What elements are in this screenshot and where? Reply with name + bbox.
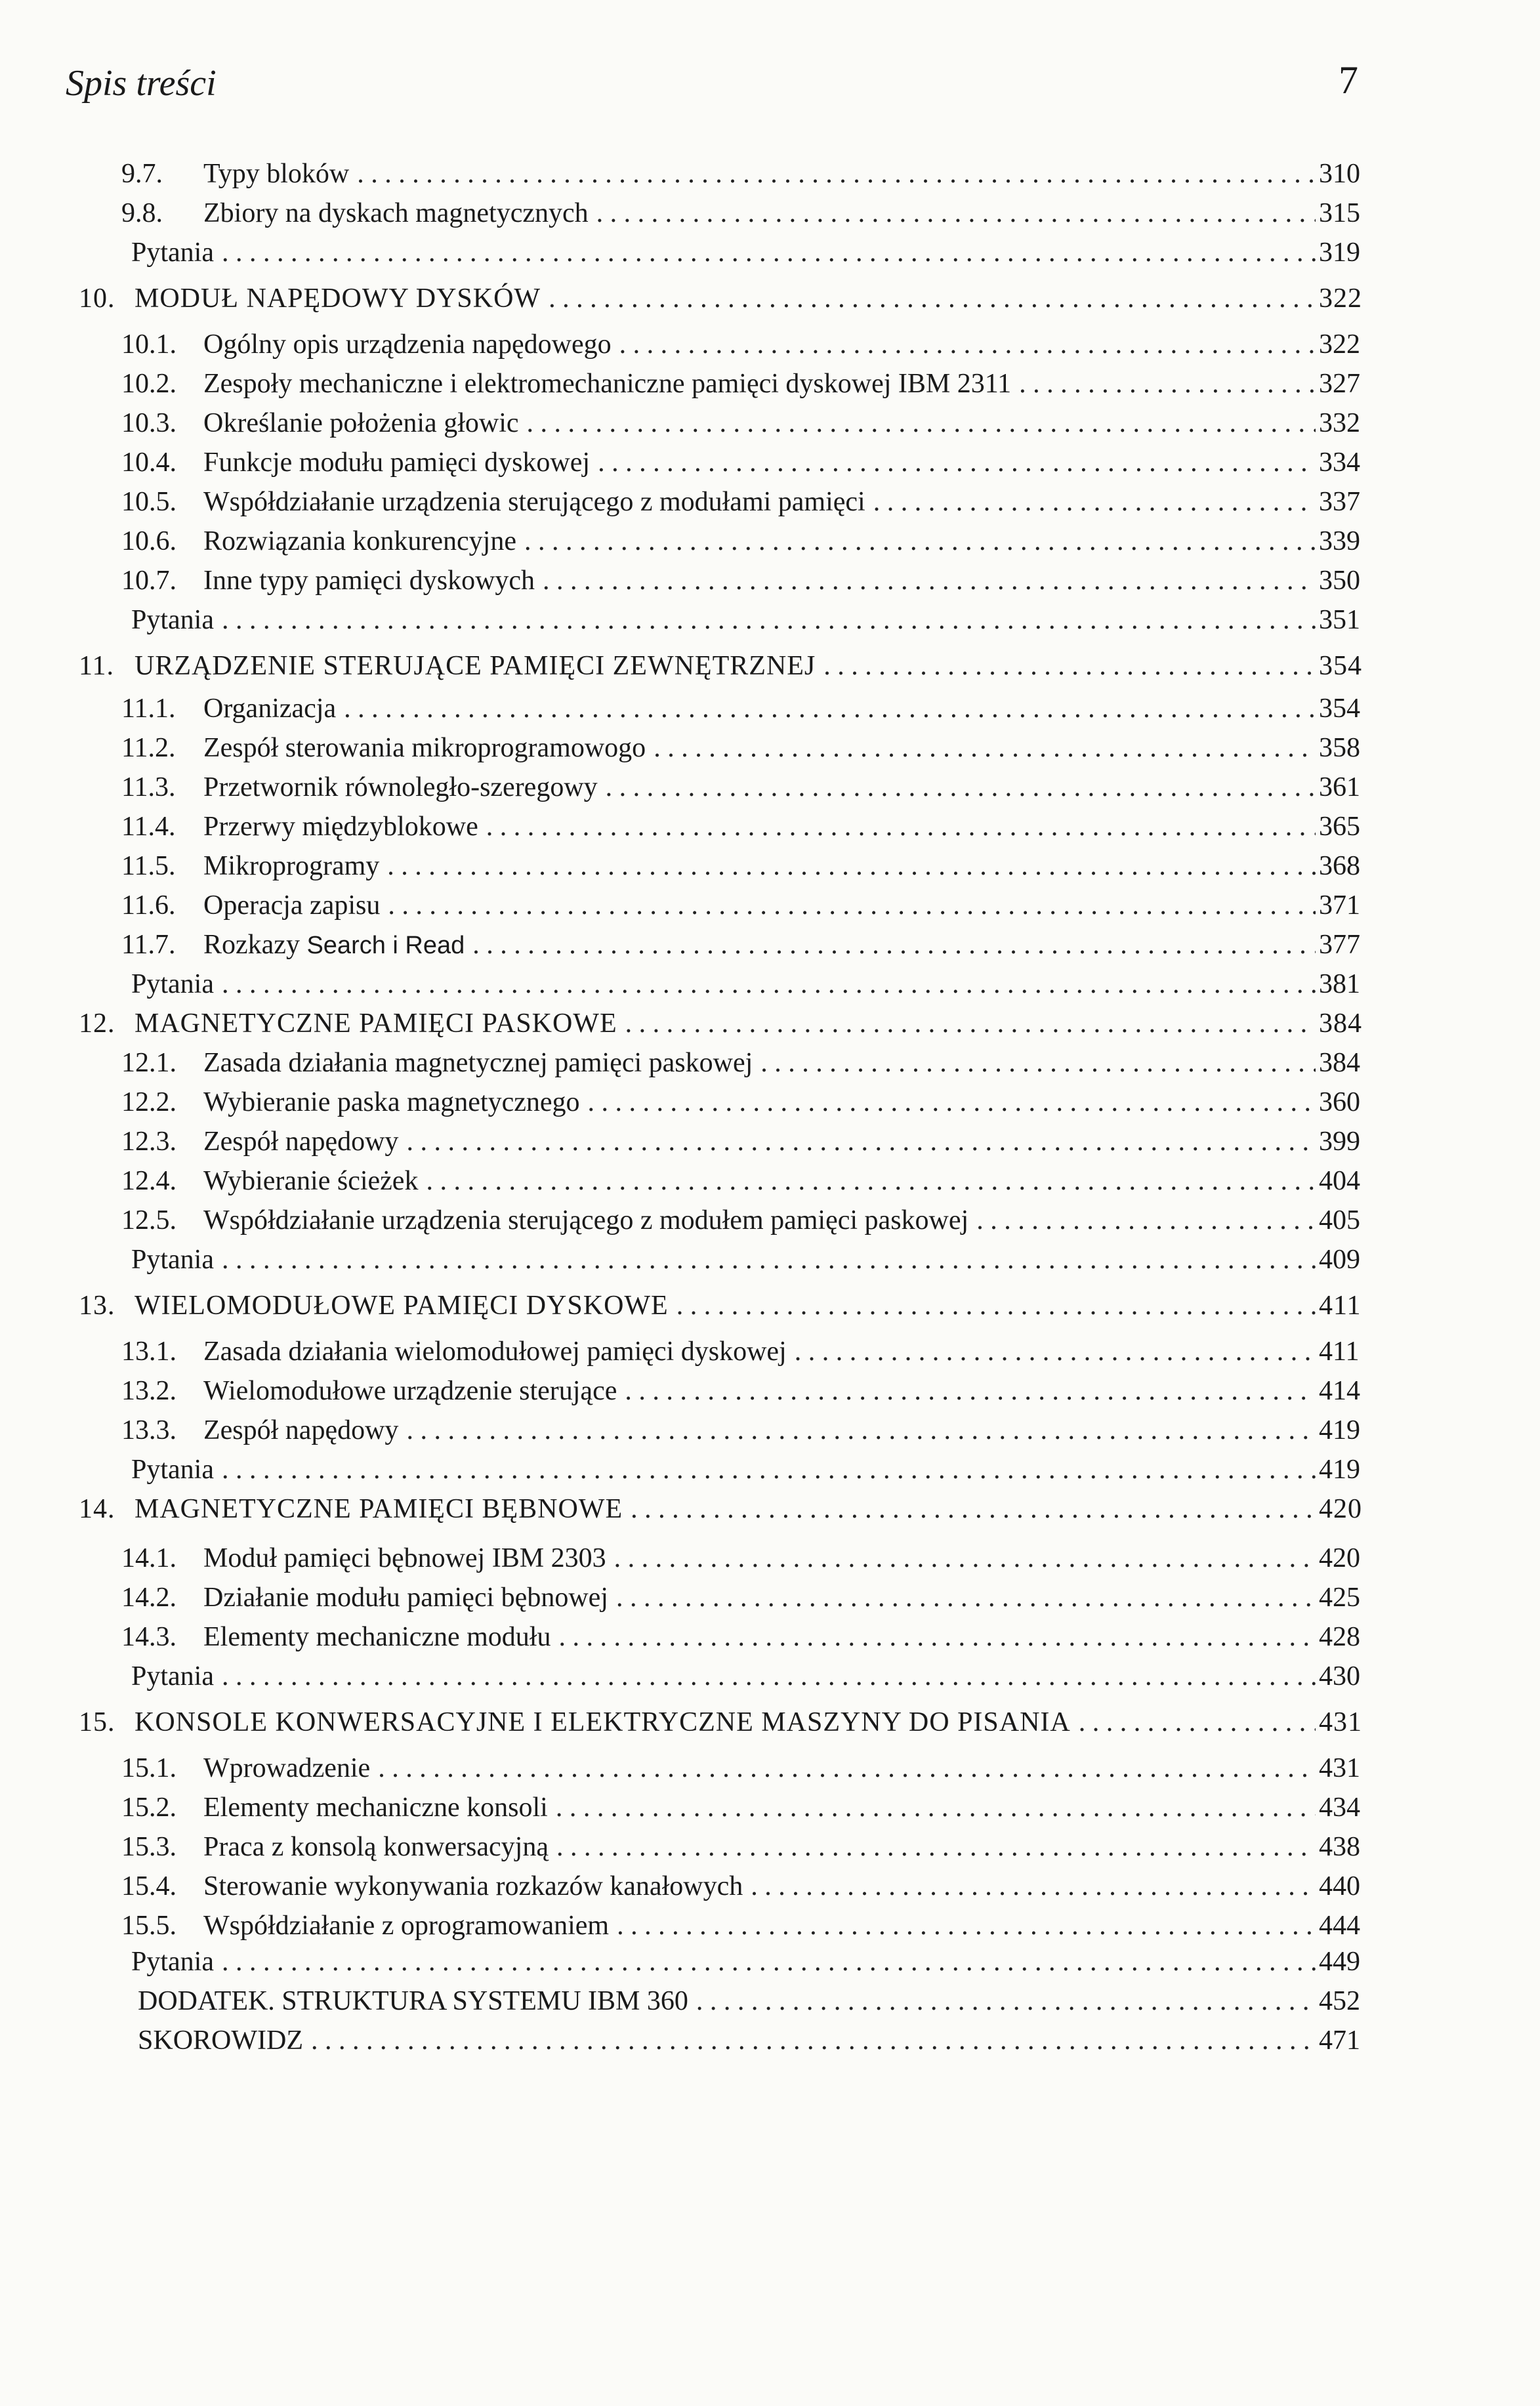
toc-entry-number: 14. — [79, 1494, 115, 1524]
toc-entry-number: 12.3. — [121, 1127, 177, 1157]
toc-entry-number: 11.1. — [121, 694, 176, 724]
toc-entry-title: Elementy mechaniczne konsoli — [203, 1793, 548, 1823]
toc-entry — [0, 1867, 1540, 1906]
toc-entry — [0, 1703, 1540, 1742]
toc-entry-title: Zasada działania wielomodułowej pamięci dyskowej — [203, 1337, 787, 1367]
dot-leader — [1011, 364, 1316, 404]
toc-entry-title: Pytania — [131, 605, 214, 635]
dot-leader — [612, 325, 1316, 364]
toc-entry — [0, 364, 1540, 404]
toc-entry-title: MODUŁ NAPĘDOWY DYSKÓW — [135, 283, 541, 314]
toc-entry-page: 449 — [1319, 1947, 1360, 1977]
toc-entry-number: 12.5. — [121, 1205, 177, 1235]
toc-entry — [0, 1371, 1540, 1411]
toc-entry-number: 10.5. — [121, 487, 177, 517]
toc-entry — [0, 886, 1540, 925]
toc-entry-page: 377 — [1319, 930, 1360, 960]
toc-entry-number: 11.2. — [121, 733, 176, 763]
toc-entry-page: 384 — [1319, 1048, 1360, 1078]
toc-entry-title: Określanie położenia głowic — [203, 408, 519, 438]
dot-leader — [418, 1161, 1316, 1201]
dot-leader — [303, 2021, 1316, 2060]
toc-entry-page: 420 — [1319, 1543, 1360, 1573]
toc-entry-page: 334 — [1319, 447, 1360, 478]
toc-entry — [0, 1749, 1540, 1788]
toc-entry-title: Organizacja — [203, 694, 337, 724]
toc-entry-page: 428 — [1319, 1622, 1360, 1652]
dot-leader — [816, 646, 1316, 686]
toc-entry-title: SKOROWIDZ — [138, 2025, 303, 2056]
toc-entry-number: 15. — [79, 1707, 115, 1737]
toc-entry-page: 431 — [1319, 1753, 1360, 1783]
dot-leader — [753, 1043, 1316, 1083]
dot-leader — [589, 194, 1316, 233]
toc-entry-title: MAGNETYCZNE PAMIĘCI PASKOWE — [135, 1008, 617, 1039]
toc-entry-title: Pytania — [131, 1661, 214, 1691]
toc-entry-title: Typy bloków — [203, 159, 350, 189]
toc-entry-number: 15.4. — [121, 1871, 177, 1901]
toc-entry — [0, 561, 1540, 600]
dot-leader — [465, 925, 1316, 964]
toc-entry-title: Pytania — [131, 969, 214, 999]
toc-entry — [0, 325, 1540, 364]
toc-entry-title: Wybieranie paska magnetycznego — [203, 1087, 580, 1117]
toc-entry-page: 404 — [1319, 1166, 1360, 1196]
toc-entry — [0, 233, 1540, 272]
toc-entry — [0, 1083, 1540, 1122]
toc-entry-page: 327 — [1319, 369, 1360, 399]
toc-entry — [0, 1004, 1540, 1043]
toc-entry-page: 471 — [1319, 2025, 1360, 2056]
toc-entry-title: Zespoły mechaniczne i elektromechaniczne pamięci dyskowej IBM 2311 — [203, 369, 1012, 399]
toc-entry-page: 322 — [1319, 329, 1360, 360]
toc-entry — [0, 1788, 1540, 1827]
toc-entry-number: 11. — [79, 651, 114, 681]
toc-entry-title: Wielomodułowe urządzenie sterujące — [203, 1376, 617, 1406]
toc-entry-page: 440 — [1319, 1871, 1360, 1901]
dot-leader — [370, 1749, 1316, 1788]
toc-entry-title: MAGNETYCZNE PAMIĘCI BĘBNOWE — [135, 1494, 623, 1524]
toc-entry — [0, 1539, 1540, 1578]
dot-leader — [548, 1788, 1316, 1827]
dot-leader — [379, 846, 1316, 886]
dot-leader — [1071, 1703, 1316, 1742]
running-header-title: Spis treści — [66, 63, 217, 104]
dot-leader — [623, 1489, 1316, 1529]
toc-entry — [0, 728, 1540, 768]
toc-entry-page: 361 — [1319, 772, 1360, 802]
toc-entry-title: Ogólny opis urządzenia napędowego — [203, 329, 612, 360]
dot-leader — [214, 1240, 1316, 1279]
toc-entry-title: Zbiory na dyskach magnetycznych — [203, 198, 589, 228]
toc-entry-page: 354 — [1319, 694, 1360, 724]
toc-entry-title: Pytania — [131, 238, 214, 268]
toc-entry — [0, 404, 1540, 443]
toc-entry-number: 12.4. — [121, 1166, 177, 1196]
toc-entry-title: Moduł pamięci bębnowej IBM 2303 — [203, 1543, 606, 1573]
toc-entry-page: 381 — [1319, 969, 1360, 999]
toc-entry-page: 419 — [1319, 1455, 1360, 1485]
toc-entry — [0, 600, 1540, 640]
toc-entry-page: 414 — [1319, 1376, 1360, 1406]
toc-entry — [0, 846, 1540, 886]
toc-entry-number: 15.1. — [121, 1753, 177, 1783]
toc-entry — [0, 689, 1540, 728]
toc-entry-title: Przerwy międzyblokowe — [203, 812, 478, 842]
toc-entry-page: 315 — [1319, 198, 1360, 228]
toc-entry-number: 13.3. — [121, 1415, 177, 1445]
toc-entry-title: Wprowadzenie — [203, 1753, 371, 1783]
toc-entry-number: 11.3. — [121, 772, 176, 802]
toc-entry-title: Pytania — [131, 1947, 214, 1977]
toc-entry-page: 354 — [1319, 651, 1362, 681]
toc-entry-page: 444 — [1319, 1911, 1360, 1941]
toc-entry — [0, 482, 1540, 522]
dot-leader — [669, 1286, 1316, 1325]
toc-entry-page: 360 — [1319, 1087, 1360, 1117]
dot-leader — [519, 404, 1316, 443]
toc-entry-title: Sterowanie wykonywania rozkazów kanałowych — [203, 1871, 743, 1901]
toc-entry — [0, 1043, 1540, 1083]
toc-entry — [0, 964, 1540, 1004]
toc-entry — [0, 1411, 1540, 1450]
toc-entry-title: Zespół sterowania mikroprogramowogo — [203, 733, 646, 763]
dot-leader — [551, 1617, 1316, 1657]
toc-entry-number: 14.2. — [121, 1583, 177, 1613]
toc-entry-page: 337 — [1319, 487, 1360, 517]
toc-entry-page: 351 — [1319, 605, 1360, 635]
dot-leader — [214, 233, 1316, 272]
dot-leader — [646, 728, 1316, 768]
toc-entry-title: Funkcje modułu pamięci dyskowej — [203, 447, 591, 478]
dot-leader — [968, 1201, 1316, 1240]
toc-entry-number: 13. — [79, 1291, 115, 1321]
toc-entry-page: 350 — [1319, 566, 1360, 596]
toc-entry-number: 13.2. — [121, 1376, 177, 1406]
toc-entry-page: 319 — [1319, 238, 1360, 268]
toc-entry-title: Działanie modułu pamięci bębnowej — [203, 1583, 608, 1613]
toc-entry-number: 10.3. — [121, 408, 177, 438]
toc-entry — [0, 279, 1540, 318]
toc-entry-title: Współdziałanie z oprogramowaniem — [203, 1911, 610, 1941]
toc-entry-title: DODATEK. STRUKTURA SYSTEMU IBM 360 — [138, 1986, 688, 2016]
toc-entry — [0, 1450, 1540, 1489]
toc-entry-title: Zasada działania magnetycznej pamięci paskowej — [203, 1048, 753, 1078]
dot-leader — [787, 1332, 1316, 1371]
dot-leader — [535, 561, 1316, 600]
toc-entry-number: 10.1. — [121, 329, 177, 360]
dot-leader — [398, 1411, 1316, 1450]
toc-entry-number: 12.1. — [121, 1048, 177, 1078]
toc-entry-title: KONSOLE KONWERSACYJNE I ELEKTRYCZNE MASZYNY DO PISANIA — [135, 1707, 1071, 1737]
dot-leader — [617, 1371, 1316, 1411]
dot-leader — [478, 807, 1316, 846]
toc-entry-number: 11.7. — [121, 930, 176, 960]
dot-leader — [590, 443, 1316, 482]
dot-leader — [214, 1942, 1316, 1981]
toc-entry-number: 11.4. — [121, 812, 176, 842]
toc-entry-title: Pytania — [131, 1455, 214, 1485]
toc-entry-page: 425 — [1319, 1583, 1360, 1613]
toc-entry — [0, 1332, 1540, 1371]
toc-entry-page: 339 — [1319, 526, 1360, 556]
dot-leader — [398, 1122, 1316, 1161]
toc-entry — [0, 925, 1540, 964]
toc-entry-page: 310 — [1319, 159, 1360, 189]
toc-entry — [0, 1122, 1540, 1161]
dot-leader — [608, 1578, 1316, 1617]
toc-entry — [0, 1286, 1540, 1325]
toc-entry — [0, 1942, 1540, 1981]
toc-entry — [0, 154, 1540, 194]
dot-leader — [349, 154, 1316, 194]
dot-leader — [688, 1981, 1316, 2021]
toc-entry-page: 452 — [1319, 1986, 1360, 2016]
toc-entry-number: 9.8. — [121, 198, 163, 228]
toc-entry-page: 358 — [1319, 733, 1360, 763]
toc-entry-page: 371 — [1319, 890, 1360, 921]
toc-entry-title: Zespół napędowy — [203, 1415, 399, 1445]
toc-entry-title: Wybieranie ścieżek — [203, 1166, 419, 1196]
toc-entry — [0, 194, 1540, 233]
toc-entry-page: 399 — [1319, 1127, 1360, 1157]
toc-entry-number: 14.1. — [121, 1543, 177, 1573]
dot-leader — [609, 1906, 1316, 1945]
toc-entry-page: 384 — [1319, 1008, 1362, 1039]
toc-entry-number: 15.5. — [121, 1911, 177, 1941]
toc-entry-number: 10.2. — [121, 369, 177, 399]
toc-entry — [0, 646, 1540, 686]
toc-entry-number: 12.2. — [121, 1087, 177, 1117]
toc-entry-page: 411 — [1319, 1291, 1362, 1321]
toc-entry — [0, 1657, 1540, 1696]
toc-entry-title: Rozwiązania konkurencyjne — [203, 526, 516, 556]
page-number: 7 — [1339, 58, 1358, 102]
toc-entry-page: 365 — [1319, 812, 1360, 842]
toc-entry-number: 9.7. — [121, 159, 163, 189]
toc-entry — [0, 1161, 1540, 1201]
dot-leader — [380, 886, 1316, 925]
toc-entry-page: 411 — [1319, 1337, 1360, 1367]
toc-entry-page: 434 — [1319, 1793, 1360, 1823]
toc-entry-number: 10.4. — [121, 447, 177, 478]
toc-entry-page: 332 — [1319, 408, 1360, 438]
toc-entry-number: 15.2. — [121, 1793, 177, 1823]
toc-entry-title: Współdziałanie urządzenia sterującego z modułem pamięci paskowej — [203, 1205, 969, 1235]
toc-entry-page: 368 — [1319, 851, 1360, 881]
toc-entry — [0, 1240, 1540, 1279]
toc-entry-number: 12. — [79, 1008, 115, 1039]
toc-entry-number: 15.3. — [121, 1832, 177, 1862]
toc-entry-number: 13.1. — [121, 1337, 177, 1367]
toc-entry — [0, 1617, 1540, 1657]
toc-entry-number: 10.6. — [121, 526, 177, 556]
toc-entry-number: 14.3. — [121, 1622, 177, 1652]
dot-leader — [865, 482, 1316, 522]
toc-entry — [0, 1578, 1540, 1617]
toc-entry — [0, 807, 1540, 846]
toc-entry-page: 405 — [1319, 1205, 1360, 1235]
toc-entry — [0, 2021, 1540, 2060]
dot-leader — [606, 1539, 1316, 1578]
toc-entry-title: Praca z konsolą konwersacyjną — [203, 1832, 549, 1862]
toc-entry-page: 409 — [1319, 1245, 1360, 1275]
toc-entry-page: 420 — [1319, 1494, 1362, 1524]
toc-entry-title: Rozkazy Search i Read — [203, 930, 465, 960]
toc-entry — [0, 522, 1540, 561]
toc-entry-number: 11.5. — [121, 851, 176, 881]
toc-entry — [0, 1906, 1540, 1945]
toc-entry-page: 419 — [1319, 1415, 1360, 1445]
toc-entry — [0, 1827, 1540, 1867]
toc-entry — [0, 443, 1540, 482]
dot-leader — [743, 1867, 1316, 1906]
toc-entry — [0, 1201, 1540, 1240]
toc-entry-page: 431 — [1319, 1707, 1362, 1737]
toc-entry-number: 10. — [79, 283, 115, 314]
dot-leader — [541, 279, 1316, 318]
dot-leader — [617, 1004, 1316, 1043]
dot-leader — [214, 964, 1316, 1004]
toc-entry-number: 11.6. — [121, 890, 176, 921]
dot-leader — [214, 1450, 1316, 1489]
toc-entry-title: Inne typy pamięci dyskowych — [203, 566, 535, 596]
toc-entry-title: Współdziałanie urządzenia sterującego z modułami pamięci — [203, 487, 865, 517]
toc-entry — [0, 768, 1540, 807]
dot-leader — [336, 689, 1316, 728]
toc-entry-title: Mikroprogramy — [203, 851, 380, 881]
dot-leader — [516, 522, 1316, 561]
toc-entry-title: Zespół napędowy — [203, 1127, 399, 1157]
toc-entry-number: 10.7. — [121, 566, 177, 596]
toc-entry-title: Pytania — [131, 1245, 214, 1275]
dot-leader — [598, 768, 1316, 807]
toc-entry-title: Operacja zapisu — [203, 890, 381, 921]
toc-entry-title: Elementy mechaniczne modułu — [203, 1622, 551, 1652]
toc-entry-title: Przetwornik równoległo-szeregowy — [203, 772, 598, 802]
toc-entry — [0, 1981, 1540, 2021]
toc-entry-title: WIELOMODUŁOWE PAMIĘCI DYSKOWE — [135, 1291, 669, 1321]
toc-entry-page: 438 — [1319, 1832, 1360, 1862]
dot-leader — [214, 600, 1316, 640]
toc-entry — [0, 1489, 1540, 1529]
toc-entry-page: 322 — [1319, 283, 1362, 314]
toc-entry-title: URZĄDZENIE STERUJĄCE PAMIĘCI ZEWNĘTRZNEJ — [135, 651, 816, 681]
dot-leader — [580, 1083, 1316, 1122]
dot-leader — [214, 1657, 1316, 1696]
dot-leader — [549, 1827, 1316, 1867]
toc-entry-page: 430 — [1319, 1661, 1360, 1691]
